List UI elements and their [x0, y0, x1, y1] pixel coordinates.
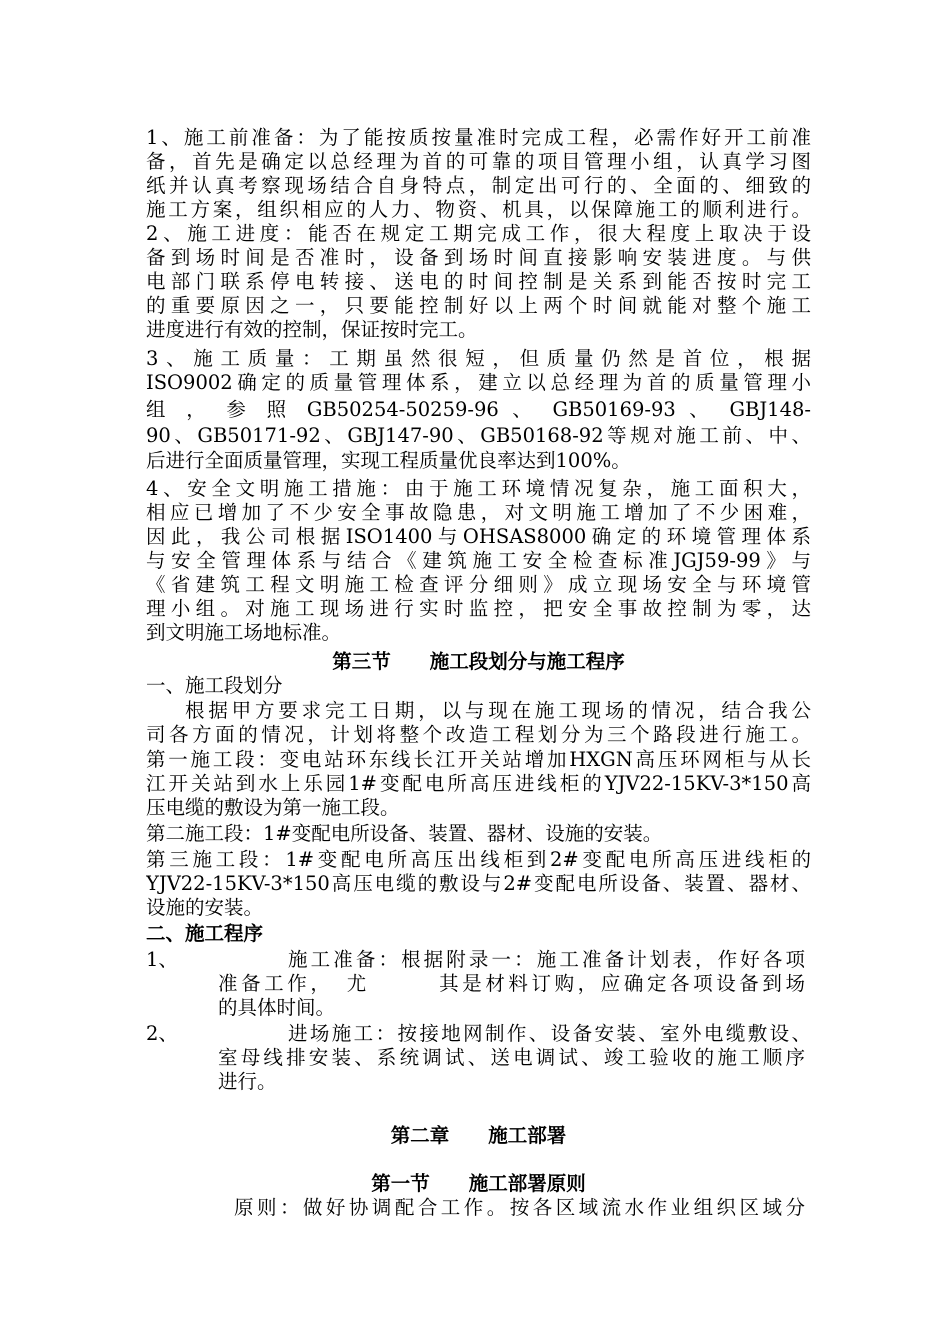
stage1-line: 压电缆的敷设为第一施工段。: [146, 796, 400, 819]
para4-line: 与安全管理体系与结合《建筑施工安全检查标准JGJ59-99》与: [146, 549, 811, 572]
principle-line: 原则：做好协调配合工作。按各区域流水作业组织区域分: [234, 1196, 805, 1219]
list-item-number: 1、: [146, 948, 178, 971]
section3-sub1: 一、施工段划分: [146, 674, 283, 697]
para4-line: 理小组。对施工现场进行实时监控，把安全事故控制为零，达: [146, 597, 811, 620]
para2-line: 电部门联系停电转接、送电的时间控制是关系到能否按时完工: [146, 270, 811, 293]
list-item-number: 2、: [146, 1022, 178, 1045]
para4-line: 到文明施工场地标准。: [146, 621, 342, 644]
para4-line: 《省建筑工程文明施工检查评分细则》成立现场安全与环境管: [146, 573, 811, 596]
section3-sub2: 二、施工程序: [146, 922, 264, 945]
para1-line: 备，首先是确定以总经理为首的可靠的项目管理小组，认真学习图: [146, 150, 811, 173]
para3-line: 后进行全面质量管理，实现工程质量优良率达到100%。: [146, 449, 631, 472]
list-item-line: 的具体时间。: [218, 996, 336, 1019]
para3-line: ISO9002确定的质量管理体系，建立以总经理为首的质量管理小: [146, 371, 811, 394]
para4-line: 相应已增加了不少安全事故隐患，对文明施工增加了不少困难，: [146, 501, 811, 524]
para3-line: 90、GB50171-92、GBJ147-90、GB50168-92等规对施工前、中、: [146, 424, 811, 447]
stage1-line: 第一施工段：变电站环东线长江开关站增加HXGN高压环网柜与从长: [146, 748, 811, 771]
stage2-line: 第二施工段：1#变配电所设备、装置、器材、设施的安装。: [146, 822, 663, 845]
para3-line: 组 ， 参 照 GB50254-50259-96 、 GB50169-93 、 GBJ148-: [146, 398, 811, 421]
para2-line: 的重要原因之一，只要能控制好以上两个时间就能对整个施工: [146, 294, 811, 317]
section3-intro-line: 根据甲方要求完工日期，以与现在施工现场的情况，结合我公: [185, 699, 811, 722]
list-item-line: 进行。: [218, 1070, 277, 1093]
list-item-line: 室母线排安装、系统调试、送电调试、竣工验收的施工顺序: [218, 1046, 805, 1069]
stage3-line: YJV22-15KV-3*150高压电缆的敷设与2#变配电所设备、装置、器材、: [146, 872, 811, 895]
stage3-line: 设施的安装。: [146, 896, 264, 919]
list-item-line: 准备工作， 尤 其是材料订购，应确定各项设备到场: [218, 972, 805, 995]
chapter2-section1-title: 第一节 施工部署原则: [371, 1172, 586, 1195]
para2-line: 进度进行有效的控制，保证按时完工。: [146, 318, 478, 341]
para1-line: 纸并认真考察现场结合自身特点，制定出可行的、全面的、细致的: [146, 174, 811, 197]
section3-title: 第三节 施工段划分与施工程序: [332, 650, 625, 673]
para3-line: 3、施工质量：工期虽然很短，但质量仍然是首位，根据: [146, 347, 811, 370]
para1-line: 施工方案，组织相应的人力、物资、机具，以保障施工的顺利进行。: [146, 198, 811, 221]
section3-intro-line: 司各方面的情况，计划将整个改造工程划分为三个路段进行施工。: [146, 723, 811, 746]
para1-line: 1、施工前准备：为了能按质按量准时完成工程，必需作好开工前准: [146, 126, 811, 149]
para2-line: 2、施工进度：能否在规定工期完成工作，很大程度上取决于设: [146, 222, 811, 245]
para4-line: 4、安全文明施工措施：由于施工环境情况复杂，施工面积大，: [146, 477, 811, 500]
list-item-line: 进场施工：按接地网制作、设备安装、室外电缆敷设、: [288, 1022, 811, 1045]
stage1-line: 江开关站到水上乐园1#变配电所高压进线柜的YJV22-15KV-3*150高: [146, 772, 811, 795]
chapter2-title: 第二章 施工部署: [390, 1124, 567, 1147]
para2-line: 备到场时间是否准时，设备到场时间直接影响安装进度。与供: [146, 246, 811, 269]
para4-line: 因此，我公司根据ISO1400与OHSAS8000确定的环境管理体系: [146, 525, 811, 548]
stage3-line: 第三施工段：1#变配电所高压出线柜到2#变配电所高压进线柜的: [146, 848, 811, 871]
list-item-line: 施工准备：根据附录一：施工准备计划表，作好各项: [288, 948, 805, 971]
